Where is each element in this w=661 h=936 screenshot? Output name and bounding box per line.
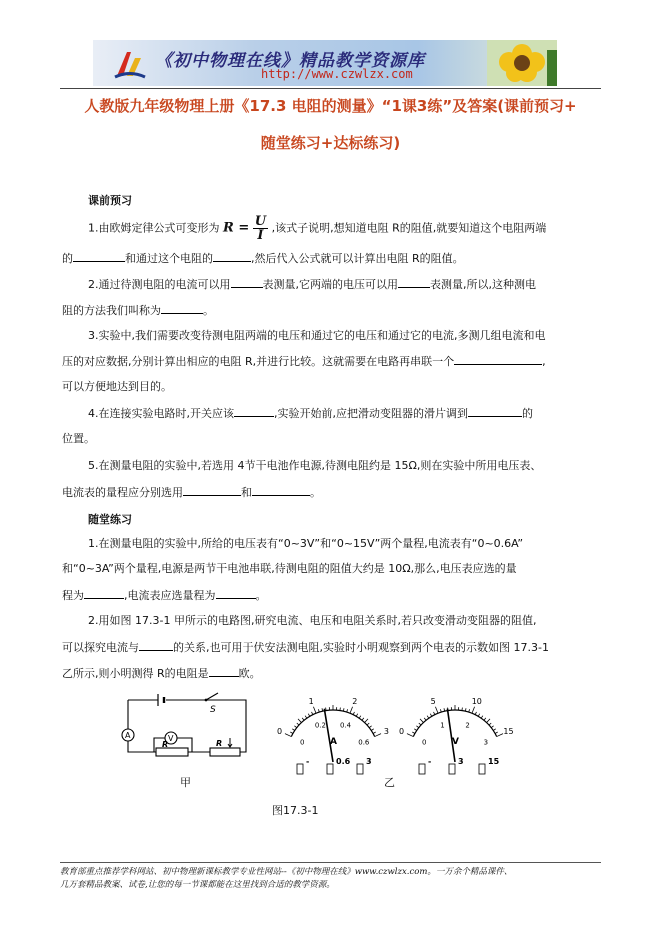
resistor-icon xyxy=(156,748,188,756)
ammeter-tick xyxy=(305,716,307,718)
banner-url[interactable]: http://www.czwlzx.com xyxy=(261,67,413,81)
ammeter-tick xyxy=(359,716,361,718)
sunflower-icon xyxy=(487,40,557,86)
question-4-line2: 位置。 xyxy=(62,432,95,445)
voltmeter-needle xyxy=(447,709,455,762)
practice-1-line2: 和“0~3A”两个量程,电源是两节干电池串联,待测电阻的阻值大约是 10Ω,那么,电压表应选的量 xyxy=(62,562,517,575)
ammeter-dial xyxy=(278,694,388,780)
blank-q4-2[interactable] xyxy=(468,405,522,417)
voltmeter-tick xyxy=(435,707,438,714)
practice-2-line3 xyxy=(62,665,261,682)
figure-caption: 图17.3-1 xyxy=(272,804,319,817)
ammeter-tick xyxy=(365,719,368,723)
voltmeter-tick xyxy=(430,714,432,717)
voltmeter-scale-bottom-label: 3 xyxy=(483,738,489,747)
ammeter-tick xyxy=(347,709,348,712)
formula-numerator: U xyxy=(254,214,267,229)
voltmeter-terminal-icon xyxy=(479,764,485,774)
voltmeter-scale-top-label: 10 xyxy=(471,697,482,707)
voltmeter-tick xyxy=(414,729,416,731)
ammeter-terminal-icon xyxy=(327,764,333,774)
blank-q1-2[interactable] xyxy=(213,250,251,262)
rheostat-slider-icon xyxy=(228,738,232,747)
question-3-line1: 3.实验中,我们需要改变待测电阻两端的电压和通过它的电压和通过它的电流,多测几组电流和电 xyxy=(88,329,546,342)
footer-divider xyxy=(60,862,601,863)
ammeter-terminal-label: 0.6 xyxy=(336,757,351,766)
ammeter-tick xyxy=(292,729,294,731)
q4-text-b: ,实验开始前,应把滑动变阻器的滑片调到 xyxy=(274,407,468,420)
blank-r1-2[interactable] xyxy=(216,587,256,599)
practice-1-line3 xyxy=(62,587,267,604)
page-title-line2: 随堂练习+达标练习) xyxy=(260,134,401,152)
ammeter-terminal-label: 3 xyxy=(366,757,372,766)
banner-title: 《初中物理在线》精品教学资源库 xyxy=(155,51,425,71)
q3-text-c: , xyxy=(542,355,546,368)
rheostat-label: R xyxy=(216,739,223,748)
voltmeter-terminal-label: 15 xyxy=(488,757,500,766)
voltmeter-terminal-icon xyxy=(449,764,455,774)
practice-2-line1: 2.用如图 17.3-1 甲所示的电路图,研究电流、电压和电阻关系时,若只改变滑动变阻器的阻值, xyxy=(88,614,537,627)
ammeter-tick xyxy=(298,719,301,723)
voltmeter-tick xyxy=(434,712,435,715)
q2-text-c: 表测量,所以,这种测电 xyxy=(430,278,536,291)
voltmeter-tick xyxy=(493,729,495,731)
blank-q3-1[interactable] xyxy=(454,353,542,365)
blank-r2-2[interactable] xyxy=(209,665,239,677)
header-divider xyxy=(60,88,601,89)
blank-q1-1[interactable] xyxy=(73,250,125,262)
question-2-line1 xyxy=(88,276,536,293)
ammeter-scale-bottom-label: 0.2 xyxy=(314,721,327,730)
q4-text-a: 4.在连接实验电路时,开关应该 xyxy=(88,407,234,420)
ammeter-scale-top-label: 2 xyxy=(352,697,358,707)
r2-text-b: 可以探究电流与 xyxy=(62,641,139,654)
ammeter-scale-bottom-label: 0.4 xyxy=(339,721,352,730)
blank-q2-1[interactable] xyxy=(231,276,263,288)
footer xyxy=(60,866,601,892)
voltmeter-terminal-label: - xyxy=(428,757,432,766)
voltmeter-tick xyxy=(427,716,429,718)
q2-text-d: 阻的方法我们叫称为 xyxy=(62,304,161,317)
voltmeter-tick xyxy=(424,718,426,720)
ammeter-tick xyxy=(371,729,373,731)
ammeter-unit-label: A xyxy=(330,737,337,747)
r1-text-d: ,电流表应选量程为 xyxy=(124,589,216,602)
voltmeter-tick xyxy=(412,732,415,733)
question-5-line2 xyxy=(62,484,321,501)
voltmeter-tick xyxy=(469,709,470,712)
ammeter-tick xyxy=(356,714,358,717)
r2-text-c: 的关系,也可用于伏安法测电阻,实验时小明观察到两个电表的示数如图 17.3-1 xyxy=(173,641,549,654)
ammeter-tick xyxy=(290,732,293,733)
ammeter-tick xyxy=(350,707,353,714)
ammeter-scale-top-label: 0 xyxy=(276,727,283,737)
question-2-line2 xyxy=(62,302,214,319)
ammeter-scale-arc xyxy=(291,710,374,737)
ammeter-tick xyxy=(318,709,319,712)
question-4-line1 xyxy=(88,405,533,422)
ammeter-terminal-label: - xyxy=(306,757,310,766)
ammeter-scale-top-label: 1 xyxy=(308,697,314,707)
ammeter-scale-bottom-label: 0 xyxy=(299,738,305,747)
voltmeter-scale-top-label: 5 xyxy=(430,697,436,707)
voltmeter-scale-bottom-label: 1 xyxy=(440,721,445,730)
q1-text-e: ,然后代入公式就可以计算出电阻 R的阻值。 xyxy=(251,252,464,265)
ammeter-tick xyxy=(369,726,371,728)
ammeter-tick xyxy=(313,707,316,714)
voltmeter-tick xyxy=(478,714,480,717)
q2-text-e: 。 xyxy=(203,304,214,317)
blank-q2-3[interactable] xyxy=(161,302,203,314)
voltmeter-tick xyxy=(420,719,423,723)
question-5-line1: 5.在测量电阻的实验中,若选用 4节干电池作电源,待测电阻约是 15Ω,则在实验中所用电压表、 xyxy=(88,459,542,472)
blank-r2-1[interactable] xyxy=(139,639,173,651)
question-1-line1 xyxy=(88,215,546,242)
header-banner xyxy=(93,40,557,86)
voltmeter-tick xyxy=(419,723,421,725)
voltmeter-tick xyxy=(487,719,490,723)
section-heading-preview: 课前预习 xyxy=(88,194,132,207)
rheostat-icon xyxy=(210,748,240,756)
ammeter-tick xyxy=(294,726,296,728)
circuit-voltmeter-label: V xyxy=(168,734,174,743)
ammeter-tick xyxy=(367,723,369,725)
ammeter-tick xyxy=(375,734,381,737)
voltmeter-tick xyxy=(481,716,483,718)
voltmeter-scale-top-label: 0 xyxy=(398,727,405,737)
ammeter-needle xyxy=(324,709,333,762)
voltmeter-tick xyxy=(440,709,441,712)
voltmeter-tick xyxy=(475,712,476,715)
voltmeter-scale-bottom-label: 2 xyxy=(465,721,470,730)
circuit-diagram xyxy=(118,690,258,766)
voltmeter-scale-top-label: 15 xyxy=(503,727,514,737)
q1-text-c: 的 xyxy=(62,252,73,265)
switch-label: S xyxy=(210,705,216,715)
blank-q4-1[interactable] xyxy=(234,405,274,417)
ammeter-tick xyxy=(353,712,354,715)
section-heading-practice: 随堂练习 xyxy=(88,513,132,526)
ammeter-tick xyxy=(297,723,299,725)
voltmeter-tick xyxy=(497,734,503,737)
ammeter-tick xyxy=(373,732,376,733)
r2-text-e: 欧。 xyxy=(238,667,261,680)
ohm-formula-fraction xyxy=(253,215,268,242)
voltmeter-terminal-label: 3 xyxy=(458,757,464,766)
voltmeter-tick xyxy=(472,707,475,714)
blank-q5-1[interactable] xyxy=(183,484,241,496)
ammeter-tick xyxy=(362,718,364,720)
figure-label-yi: 乙 xyxy=(384,776,395,789)
q5-text-b: 电流表的量程应分别选用 xyxy=(62,486,183,499)
r2-text-d: 乙所示,则小明测得 R的电阻是 xyxy=(62,667,209,680)
ammeter-tick xyxy=(312,712,313,715)
q2-text-b: 表测量,它两端的电压可以用 xyxy=(262,278,398,291)
blank-q5-2[interactable] xyxy=(252,484,310,496)
voltmeter-tick xyxy=(489,723,491,725)
r1-text-e: 。 xyxy=(255,589,267,602)
voltmeter-scale-bottom-label: 0 xyxy=(421,738,427,747)
question-1-line2 xyxy=(62,250,464,267)
voltmeter-tick xyxy=(484,718,486,720)
q4-text-c: 的 xyxy=(522,407,533,420)
figure-label-jia: 甲 xyxy=(180,776,191,789)
blank-r1-1[interactable] xyxy=(84,587,124,599)
q3-text-b: 压的对应数据,分别计算出相应的电阻 R,并进行比较。这就需要在电路再串联一个 xyxy=(62,355,455,368)
formula-denominator: I xyxy=(257,228,264,243)
site-logo-icon xyxy=(113,46,147,80)
voltmeter-tick xyxy=(491,726,493,728)
voltmeter-terminal-icon xyxy=(419,764,425,774)
voltmeter-tick xyxy=(407,734,413,737)
ammeter-scale-top-label: 3 xyxy=(383,727,390,737)
ammeter-tick xyxy=(302,718,304,720)
question-3-line3: 可以方便地达到目的。 xyxy=(62,380,172,393)
footer-line1: 教育部重点推荐学科网站、初中物理新课标教学专业性网站--《初中物理在线》www.czwlzx.com。一万余个精品课件、 xyxy=(60,867,513,877)
q5-text-d: 。 xyxy=(310,486,321,499)
practice-1-line1: 1.在测量电阻的实验中,所给的电压表有“0~3V”和“0~15V”两个量程,电流表有“0~0.6A” xyxy=(88,537,524,550)
ammeter-tick xyxy=(308,714,310,717)
page-title-line1: 人教版九年级物理上册《17.3 电阻的测量》“1课3练”及答案(课前预习+ xyxy=(84,97,577,115)
blank-q2-2[interactable] xyxy=(398,276,430,288)
q1-text-b: ,该式子说明,想知道电阻 R的阻值,就要知道这个电阻两端 xyxy=(271,221,547,235)
ammeter-terminal-icon xyxy=(297,764,303,774)
formula-lhs: R = xyxy=(223,220,250,236)
voltmeter-unit-label: V xyxy=(452,737,459,747)
q2-text-a: 2.通过待测电阻的电流可以用 xyxy=(88,278,231,291)
ammeter-tick xyxy=(285,734,291,737)
ammeter-terminal-icon xyxy=(357,764,363,774)
circuit-ammeter-label: A xyxy=(125,731,131,740)
voltmeter-scale-arc xyxy=(413,710,496,737)
q5-text-c: 和 xyxy=(241,486,252,499)
practice-2-line2 xyxy=(62,639,549,656)
resistor-label: R xyxy=(162,740,169,749)
battery-icon xyxy=(158,694,164,706)
voltmeter-dial xyxy=(398,694,514,780)
r1-text-c: 程为 xyxy=(62,589,84,602)
voltmeter-tick xyxy=(495,732,498,733)
voltmeter-tick xyxy=(416,726,418,728)
question-3-line2 xyxy=(62,353,546,370)
q1-text-a: 1.由欧姆定律公式可变形为 xyxy=(88,221,220,235)
ammeter-scale-bottom-label: 0.6 xyxy=(358,738,370,747)
footer-line2: 几万套精品教案、试卷,让您的每一节课都能在这里找到合适的教学资源。 xyxy=(60,880,335,890)
q1-text-d: 和通过这个电阻的 xyxy=(125,252,213,265)
